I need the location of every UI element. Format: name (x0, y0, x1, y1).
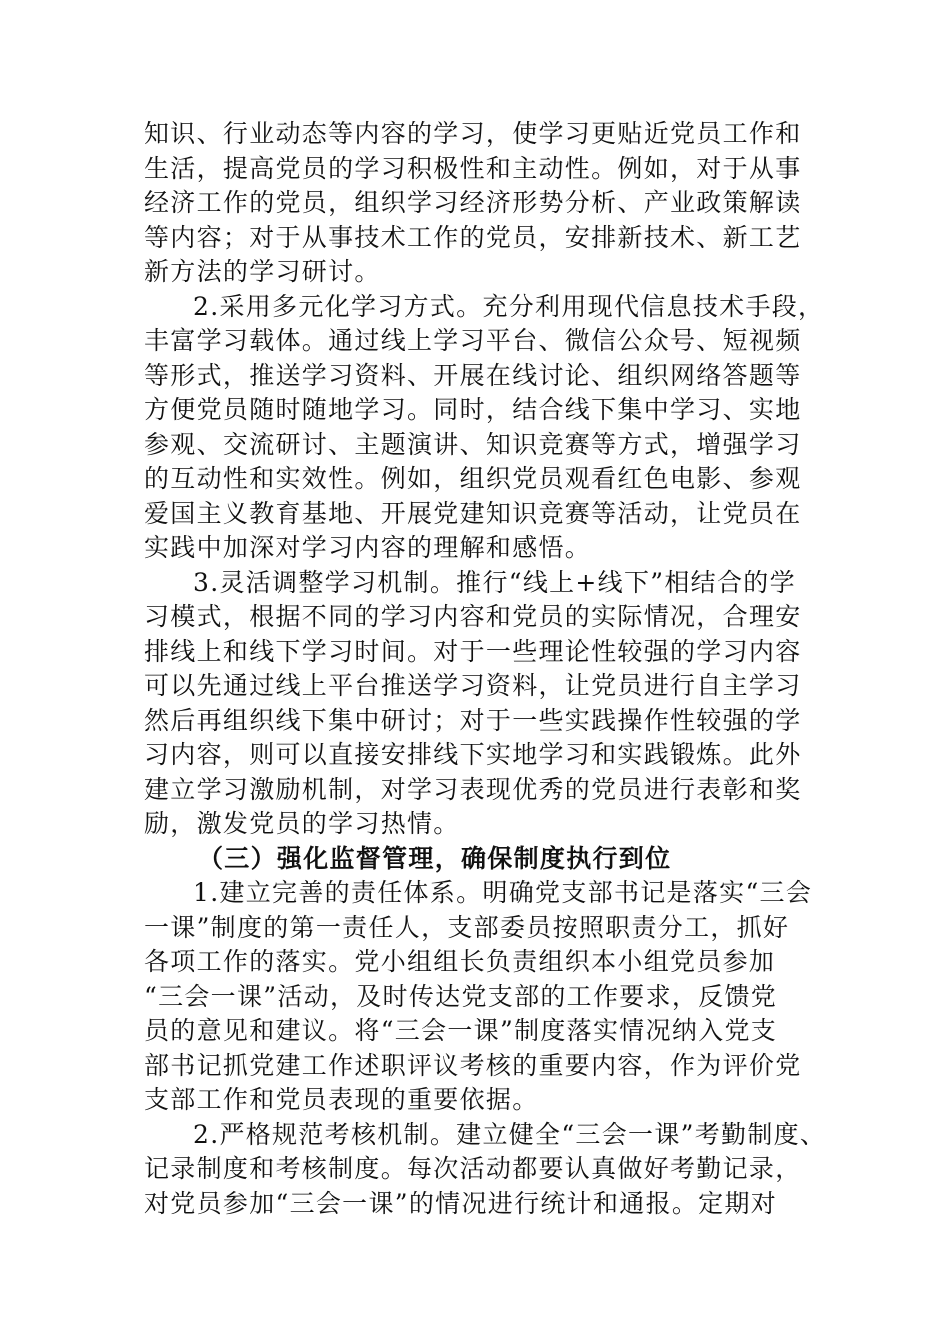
text-line: 经济工作的党员，组织学习经济形势分析、产业政策解读 (144, 188, 802, 217)
body-text (144, 117, 827, 1221)
text-line: 实践中加深对学习内容的理解和感悟。 (144, 533, 592, 562)
section-heading: （三）强化监督管理，确保制度执行到位 (198, 843, 672, 873)
text-line: 1.建立完善的责任体系。明确党支部书记是落实“三会 (193, 878, 813, 907)
text-line: 习内容，则可以直接安排线下实地学习和实践锻炼。此外 (144, 740, 802, 769)
text-line: 爱国主义教育基地、开展党建知识竞赛等活动，让党员在 (144, 498, 802, 528)
text-line: 排线上和线下学习时间。对于一些理论性较强的学习内容 (144, 636, 802, 666)
text-line: 员的意见和建议。将“三会一课”制度落实情况纳入党支 (144, 1016, 778, 1045)
text-line: 丰富学习载体。通过线上学习平台、微信公众号、短视频 (144, 326, 802, 355)
text-line: 建立学习激励机制，对学习表现优秀的党员进行表彰和奖 (144, 774, 802, 804)
text-line: 2.采用多元化学习方式。充分利用现代信息技术手段， (193, 291, 825, 321)
text-line: 等形式，推送学习资料、开展在线讨论、组织网络答题等 (144, 360, 802, 390)
text-line: 方便党员随时随地学习。同时，结合线下集中学习、实地 (144, 395, 802, 424)
text-line: 记录制度和考核制度。每次活动都要认真做好考勤记录， (144, 1154, 802, 1183)
text-line: 对党员参加“三会一课”的情况进行统计和通报。定期对 (144, 1188, 778, 1218)
text-line: 可以先通过线上平台推送学习资料，让党员进行自主学习 (144, 671, 802, 700)
text-line: 参观、交流研讨、主题演讲、知识竞赛等方式，增强学习 (144, 429, 802, 459)
text-line: 等内容；对于从事技术工作的党员，安排新技术、新工艺 (144, 222, 802, 252)
text-line: 励，激发党员的学习热情。 (144, 809, 460, 838)
text-line: 新方法的学习研讨。 (144, 257, 381, 286)
text-line: 知识、行业动态等内容的学习，使学习更贴近党员工作和 (144, 119, 802, 148)
text-line: 部书记抓党建工作述职评议考核的重要内容，作为评价党 (144, 1050, 802, 1080)
text-line: 各项工作的落实。党小组组长负责组织本小组党员参加 (144, 947, 776, 976)
text-line: 的互动性和实效性。例如，组织党员观看红色电影、参观 (144, 464, 802, 493)
text-line: 3.灵活调整学习机制。推行“线上+线下”相结合的学 (193, 567, 796, 597)
text-line: 习模式，根据不同的学习内容和党员的实际情况，合理安 (144, 602, 802, 631)
text-line: “三会一课”活动，及时传达党支部的工作要求，反馈党 (144, 981, 778, 1011)
text-line: 一课”制度的第一责任人，支部委员按照职责分工，抓好 (144, 912, 790, 942)
text-line: 2.严格规范考核机制。建立健全“三会一课”考勤制度、 (193, 1119, 827, 1149)
text-line: 然后再组织线下集中研讨；对于一些实践操作性较强的学 (144, 705, 802, 735)
text-line: 生活，提高党员的学习积极性和主动性。例如，对于从事 (144, 153, 802, 183)
text-line: 支部工作和党员表现的重要依据。 (144, 1085, 539, 1114)
